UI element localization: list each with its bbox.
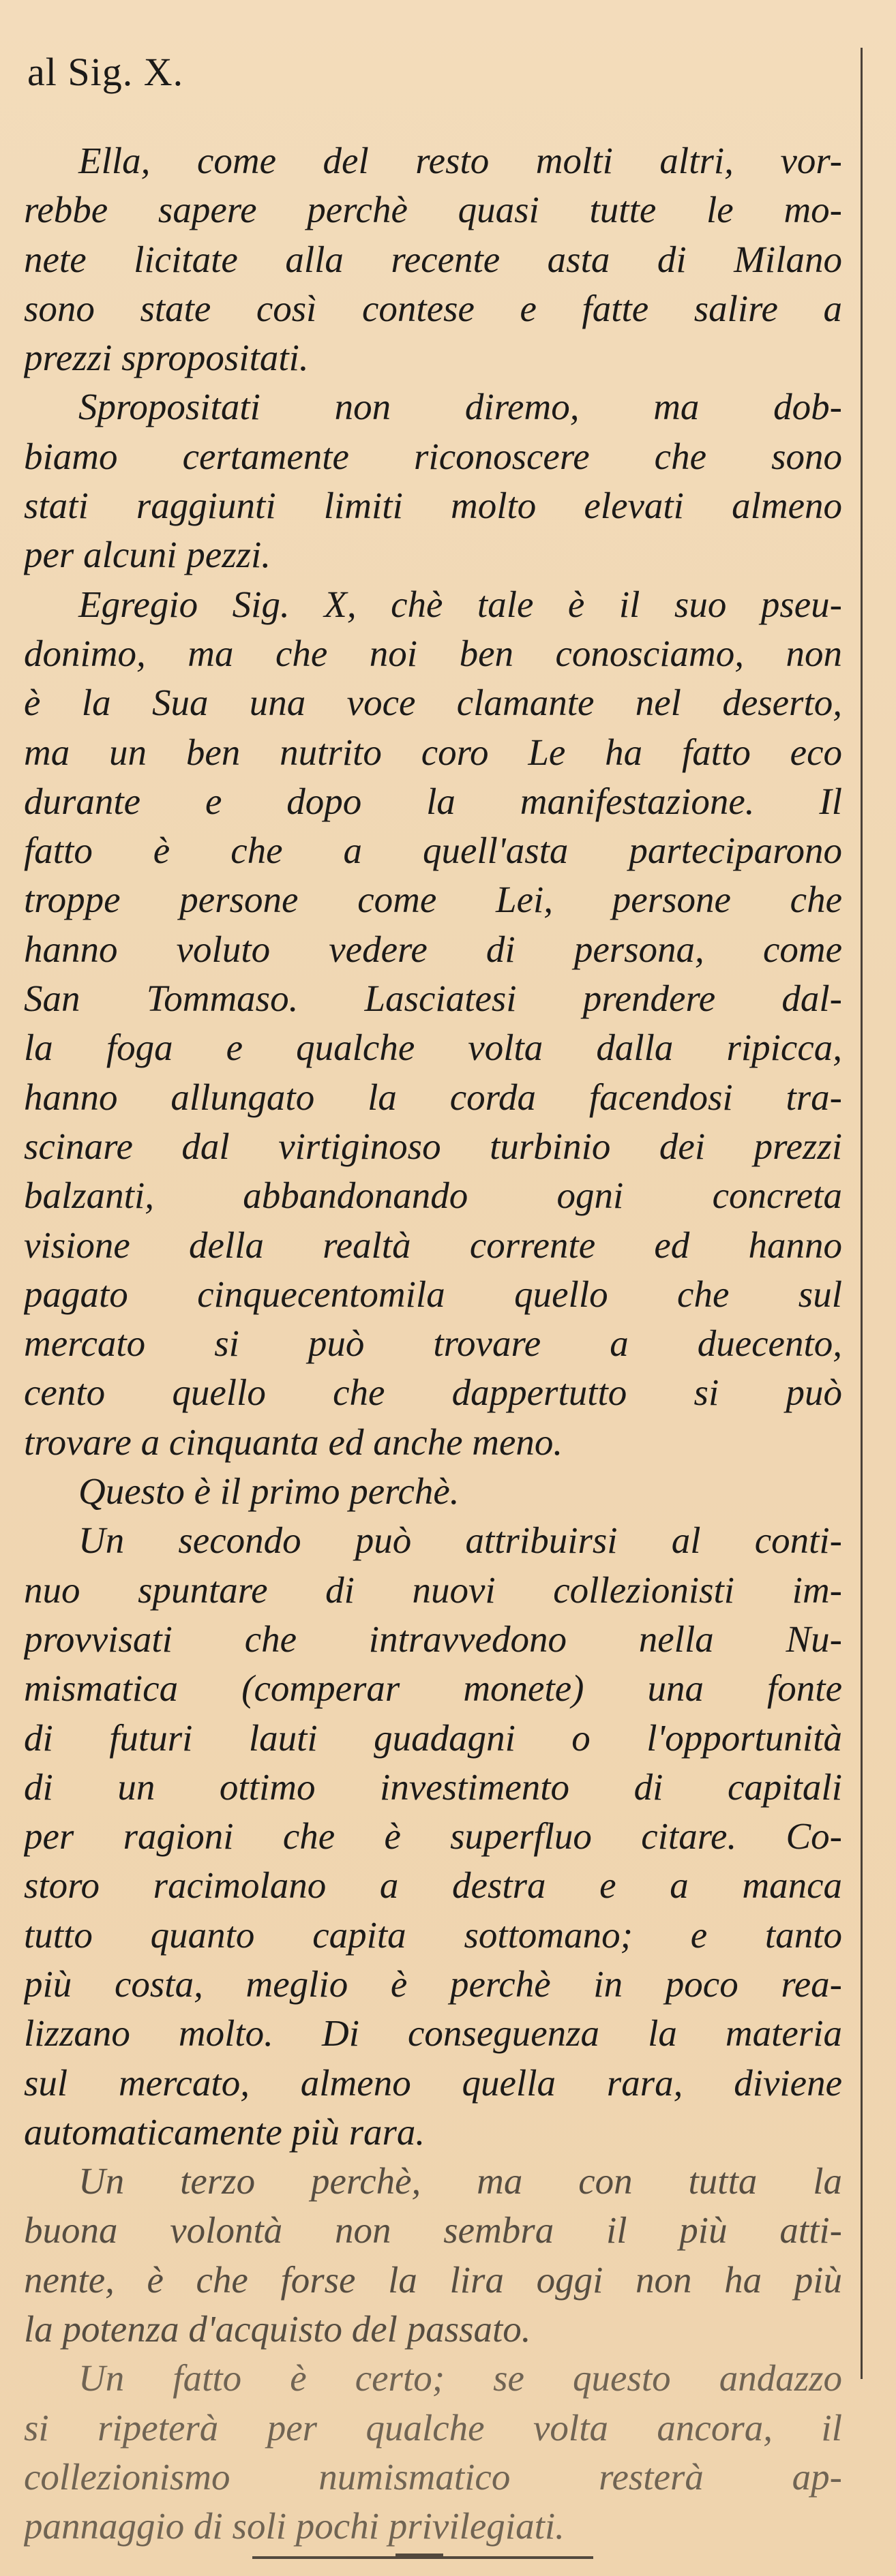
text-line: Un secondo può attribuirsi al conti- — [78, 1519, 842, 1562]
letter-body — [24, 136, 842, 2551]
text-line: hanno allungato la corda facendosi tra- — [24, 1076, 842, 1118]
text-line: nente, è che forse la lira oggi non ha più — [24, 2258, 842, 2301]
text-line: mismatica (comperar monete) una fonte — [24, 1667, 842, 1710]
text-line: si ripeterà per qualche volta ancora, il — [24, 2406, 842, 2449]
text-line: Ella, come del resto molti altri, vor- — [78, 140, 842, 181]
salutation: al Sig. X. — [27, 50, 184, 94]
text-line: automaticamente più rara. — [24, 2110, 425, 2153]
text-line: provvisati che intravvedono nella Nu- — [24, 1618, 842, 1660]
text-line: per alcuni pezzi. — [24, 534, 271, 576]
text-line: sono state così contese e fatte salire a — [24, 287, 842, 329]
text-line: mercato si può trovare a duecento, — [24, 1322, 842, 1365]
text-line: rebbe sapere perchè quasi tutte le mo- — [24, 189, 842, 231]
text-line: fatto è che a quell'asta parteciparono — [24, 830, 842, 872]
paragraph — [24, 580, 842, 1467]
closing-rule — [252, 2556, 593, 2559]
text-line: lizzano molto. Di conseguenza la materia — [24, 2012, 842, 2055]
paragraph — [24, 1516, 842, 2157]
text-line: per ragioni che è superfluo citare. Co- — [24, 1815, 842, 1858]
text-line: nuo spuntare di nuovi collezionisti im- — [24, 1569, 842, 1611]
text-line: scinare dal virtiginoso turbinio dei prezzi — [24, 1125, 842, 1167]
text-line: nete licitate alla recente asta di Milano — [24, 238, 842, 280]
text-line: stati raggiunti limiti molto elevati almeno — [24, 485, 842, 527]
text-line: di futuri lauti guadagni o l'opportunità — [24, 1716, 842, 1759]
text-line: sul mercato, almeno quella rara, diviene — [24, 2061, 842, 2104]
text-line: Questo è il primo perchè. — [78, 1470, 460, 1513]
text-line: è la Sua una voce clamante nel deserto, — [24, 682, 842, 724]
text-line: prezzi spropositati. — [24, 337, 309, 379]
text-line: la potenza d'acquisto del passato. — [24, 2308, 531, 2350]
text-line: hanno voluto vedere di persona, come — [24, 928, 842, 970]
text-line: tutto quanto capita sottomano; e tanto — [24, 1913, 842, 1956]
text-line: la foga e qualche volta dalla ripicca, — [24, 1027, 842, 1069]
text-line: San Tommaso. Lasciatesi prendere dal- — [24, 978, 842, 1020]
text-line: ma un ben nutrito coro Le ha fatto eco — [24, 731, 842, 773]
text-line: più costa, meglio è perchè in poco rea- — [24, 1963, 842, 2005]
text-line: donimo, ma che noi ben conosciamo, non — [24, 632, 842, 674]
text-line: Egregio Sig. X, chè tale è il suo pseu- — [78, 583, 842, 625]
text-line: Un terzo perchè, ma con tutta la — [78, 2160, 842, 2202]
text-line: durante e dopo la manifestazione. Il — [24, 780, 842, 822]
text-line: troppe persone come Lei, persone che — [24, 879, 842, 921]
paragraph — [24, 136, 842, 382]
text-line: trovare a cinquanta ed anche meno. — [24, 1421, 563, 1463]
text-line: visione della realtà corrente ed hanno — [24, 1224, 842, 1266]
text-line: cento quello che dappertutto si può — [24, 1372, 842, 1414]
text-line: Un fatto è certo; se questo andazzo — [78, 2357, 842, 2399]
paragraph — [24, 2157, 842, 2354]
text-line: storo racimolano a destra e a manca — [24, 1864, 842, 1907]
text-line: di un ottimo investimento di capitali — [24, 1766, 842, 1808]
paragraph — [24, 382, 842, 579]
paragraph — [24, 1467, 842, 1516]
text-line: collezionismo numismatico resterà ap- — [24, 2455, 842, 2498]
text-line: biamo certamente riconoscere che sono — [24, 435, 842, 477]
paragraph — [24, 2354, 842, 2551]
column-rule — [861, 48, 863, 2379]
text-line: pagato cinquecentomila quello che sul — [24, 1273, 842, 1315]
text-line: Spropositati non diremo, ma dob- — [78, 386, 842, 428]
text-line: buona volontà non sembra il più atti- — [24, 2209, 842, 2252]
text-line: balzanti, abbandonando ogni concreta — [24, 1175, 842, 1217]
text-line: pannaggio di soli pochi privilegiati. — [24, 2505, 565, 2547]
closing-rule-ornament — [395, 2554, 443, 2559]
